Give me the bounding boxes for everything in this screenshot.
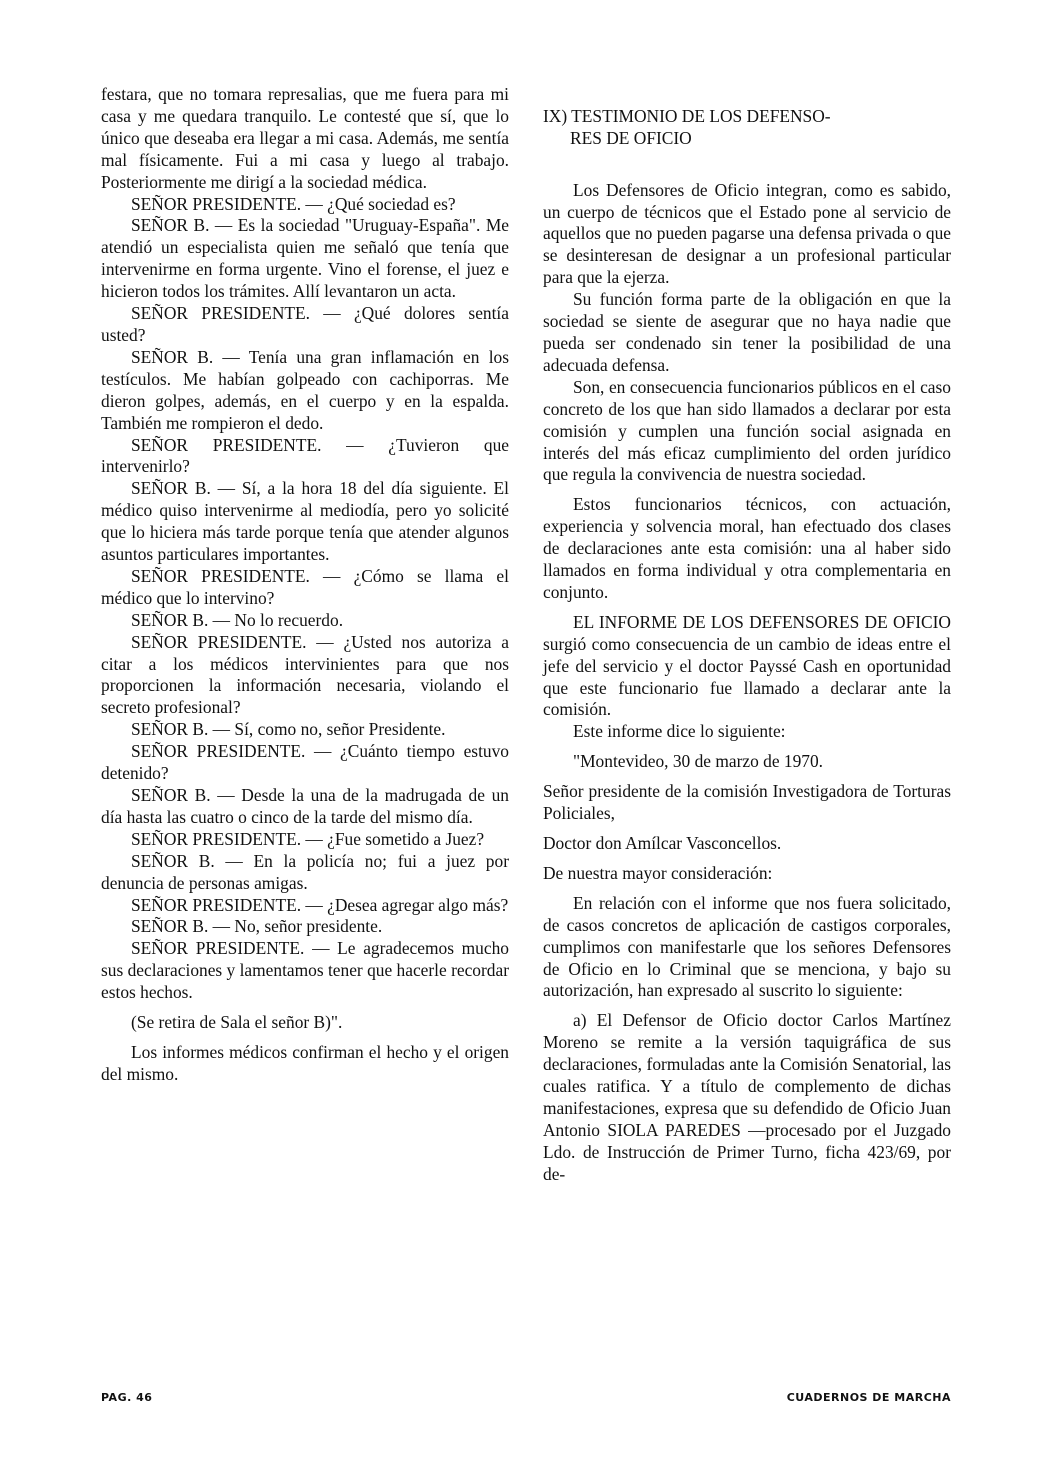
paragraph: EL INFORME DE LOS DEFENSORES DE OFICIO surgió como consecuencia de un cambio de ideas entre el jefe del servicio y el doctor Payssé Cash en oportunidad que este funcionario fue llamado a declarar ante la comisión. — [543, 611, 951, 720]
paragraph: Los Defensores de Oficio integran, como es sabido, un cuerpo de técnicos que el Estado pone al servicio de aquellos que no pueden pagarse una defensa privada o que se desinteresan de designar a un profesional particular para que la ejerza. — [543, 179, 951, 288]
paragraph: SEÑOR PRESIDENTE. — Le agradecemos mucho sus declaraciones y lamentamos tener que hacerle recordar estos hechos. — [101, 938, 509, 1003]
left-column — [101, 84, 509, 1086]
paragraph: SEÑOR PRESIDENTE. — ¿Fue sometido a Juez? — [131, 828, 485, 849]
paragraph: SEÑOR PRESIDENTE. — ¿Cómo se llama el médico que lo intervino? — [101, 565, 509, 608]
paragraph: SEÑOR B. — Sí, como no, señor Presidente. — [131, 719, 446, 740]
section-heading-line: RES DE OFICIO — [570, 127, 692, 148]
paragraph: Su función forma parte de la obligación en que la sociedad se siente de asegurar que no haya nadie que pueda ser condenado sin tener la posibilidad de una adecuada defensa. — [543, 289, 951, 375]
paragraph: SEÑOR PRESIDENTE. — ¿Usted nos autoriza a citar a los médicos intervinientes para que nos proporcionen la información necesaria, violando el secreto profesional? — [101, 631, 509, 718]
paragraph: SEÑOR B. — No lo recuerdo. — [131, 609, 344, 630]
paragraph: SEÑOR B. — No, señor presidente. — [131, 916, 383, 937]
paragraph: "Montevideo, 30 de marzo de 1970. — [573, 751, 824, 772]
paragraph: (Se retira de Sala el señor B)". — [131, 1012, 343, 1033]
paragraph: SEÑOR B. — Sí, a la hora 18 del día siguiente. El médico quiso intervenirme al mediodía, pero yo solicité que lo hiciera más tarde porque tenía que atender algunos asuntos particulares importantes. — [101, 478, 509, 565]
publication-name: CUADERNOS DE MARCHA — [786, 1391, 951, 1404]
paragraph: Señor presidente de la comisión Investigadora de Torturas Policiales, — [543, 781, 951, 824]
paragraph: Doctor don Amílcar Vasconcellos. — [543, 833, 782, 853]
paragraph: SEÑOR B. — Es la sociedad "Uruguay-España". Me atendió un especialista quien me señaló que tenía que intervenirme en forma urgente. Vino el forense, el juez e hicieron todos los trámites. Allí levantaron un acta. — [101, 215, 509, 302]
paragraph: SEÑOR B. — Desde la una de la madrugada de un día hasta las cuatro o cinco de la tarde del mismo día. — [101, 785, 509, 827]
paragraph: a) El Defensor de Oficio doctor Carlos Martínez Moreno se remite a la versión taquigráfica de sus declaraciones, formuladas ante la Comisión Senatorial, las cuales ratifica. Y a título de complemento de dichas manifestaciones, expresa que su defendido de Oficio Juan Antonio SIOLA PAREDES —procesado por el Juzgado Ldo. de Instrucción de Primer Turno, ficha 423/69, por de- — [543, 1010, 951, 1184]
paragraph: Estos funcionarios técnicos, con actuación, experiencia y solvencia moral, han efectuado dos clases de declaraciones ante esta comisión: una al haber sido llamados en forma individual y otra complementaria en conjunto. — [543, 494, 951, 602]
paragraph: Los informes médicos confirman el hecho y el origen del mismo. — [101, 1041, 509, 1084]
paragraph: SEÑOR PRESIDENTE. — ¿Desea agregar algo más? — [131, 894, 509, 915]
page-number: PAG. 46 — [101, 1391, 153, 1404]
paragraph: En relación con el informe que nos fuera solicitado, de casos concretos de aplicación de castigos corporales, cumplimos con manifestarle que los señores Defensores de Oficio en lo Criminal que se menciona, y bajo su autorización, han expresado al suscrito lo siguiente: — [543, 892, 951, 1001]
paragraph: SEÑOR B. — Tenía una gran inflamación en los testículos. Me habían golpeado con cachiporras. Me dieron golpes, además, en el cuerpo y en la espalda. También me rompieron el dedo. — [101, 346, 509, 433]
paragraph: festara, que no tomara represalias, que me fuera para mi casa y me quedara tranquilo. Le contesté que sí, que lo único que deseaba era llegar a mi casa. Además, me sentía mal físicamente. Fui a mi casa y luego al trabajo. Posteriormente me dirigí a la sociedad médica. — [101, 84, 509, 192]
section-heading — [543, 84, 951, 172]
right-column — [543, 84, 951, 1186]
paragraph: SEÑOR PRESIDENTE. — ¿Qué dolores sentía usted? — [101, 303, 509, 345]
paragraph: SEÑOR PRESIDENTE. — ¿Cuánto tiempo estuvo detenido? — [101, 741, 509, 784]
paragraph: De nuestra mayor consideración: — [543, 862, 773, 883]
paragraph: SEÑOR PRESIDENTE. — ¿Qué sociedad es? — [131, 193, 456, 214]
paragraph: SEÑOR PRESIDENTE. — ¿Tuvieron que intervenirlo? — [101, 434, 509, 477]
paragraph: Son, en consecuencia funcionarios públicos en el caso concreto de los que han sido llamados a declarar por esta comisión y cumplen una función social asignada en interés del más eficaz cumplimiento del orden jurídico que regula la convivencia de nuestra sociedad. — [543, 376, 951, 485]
section-heading-line: IX) TESTIMONIO DE LOS DEFENSO- — [543, 105, 831, 126]
paragraph: SEÑOR B. — En la policía no; fui a juez por denuncia de personas amigas. — [101, 850, 509, 893]
paragraph: Este informe dice lo siguiente: — [573, 721, 786, 742]
